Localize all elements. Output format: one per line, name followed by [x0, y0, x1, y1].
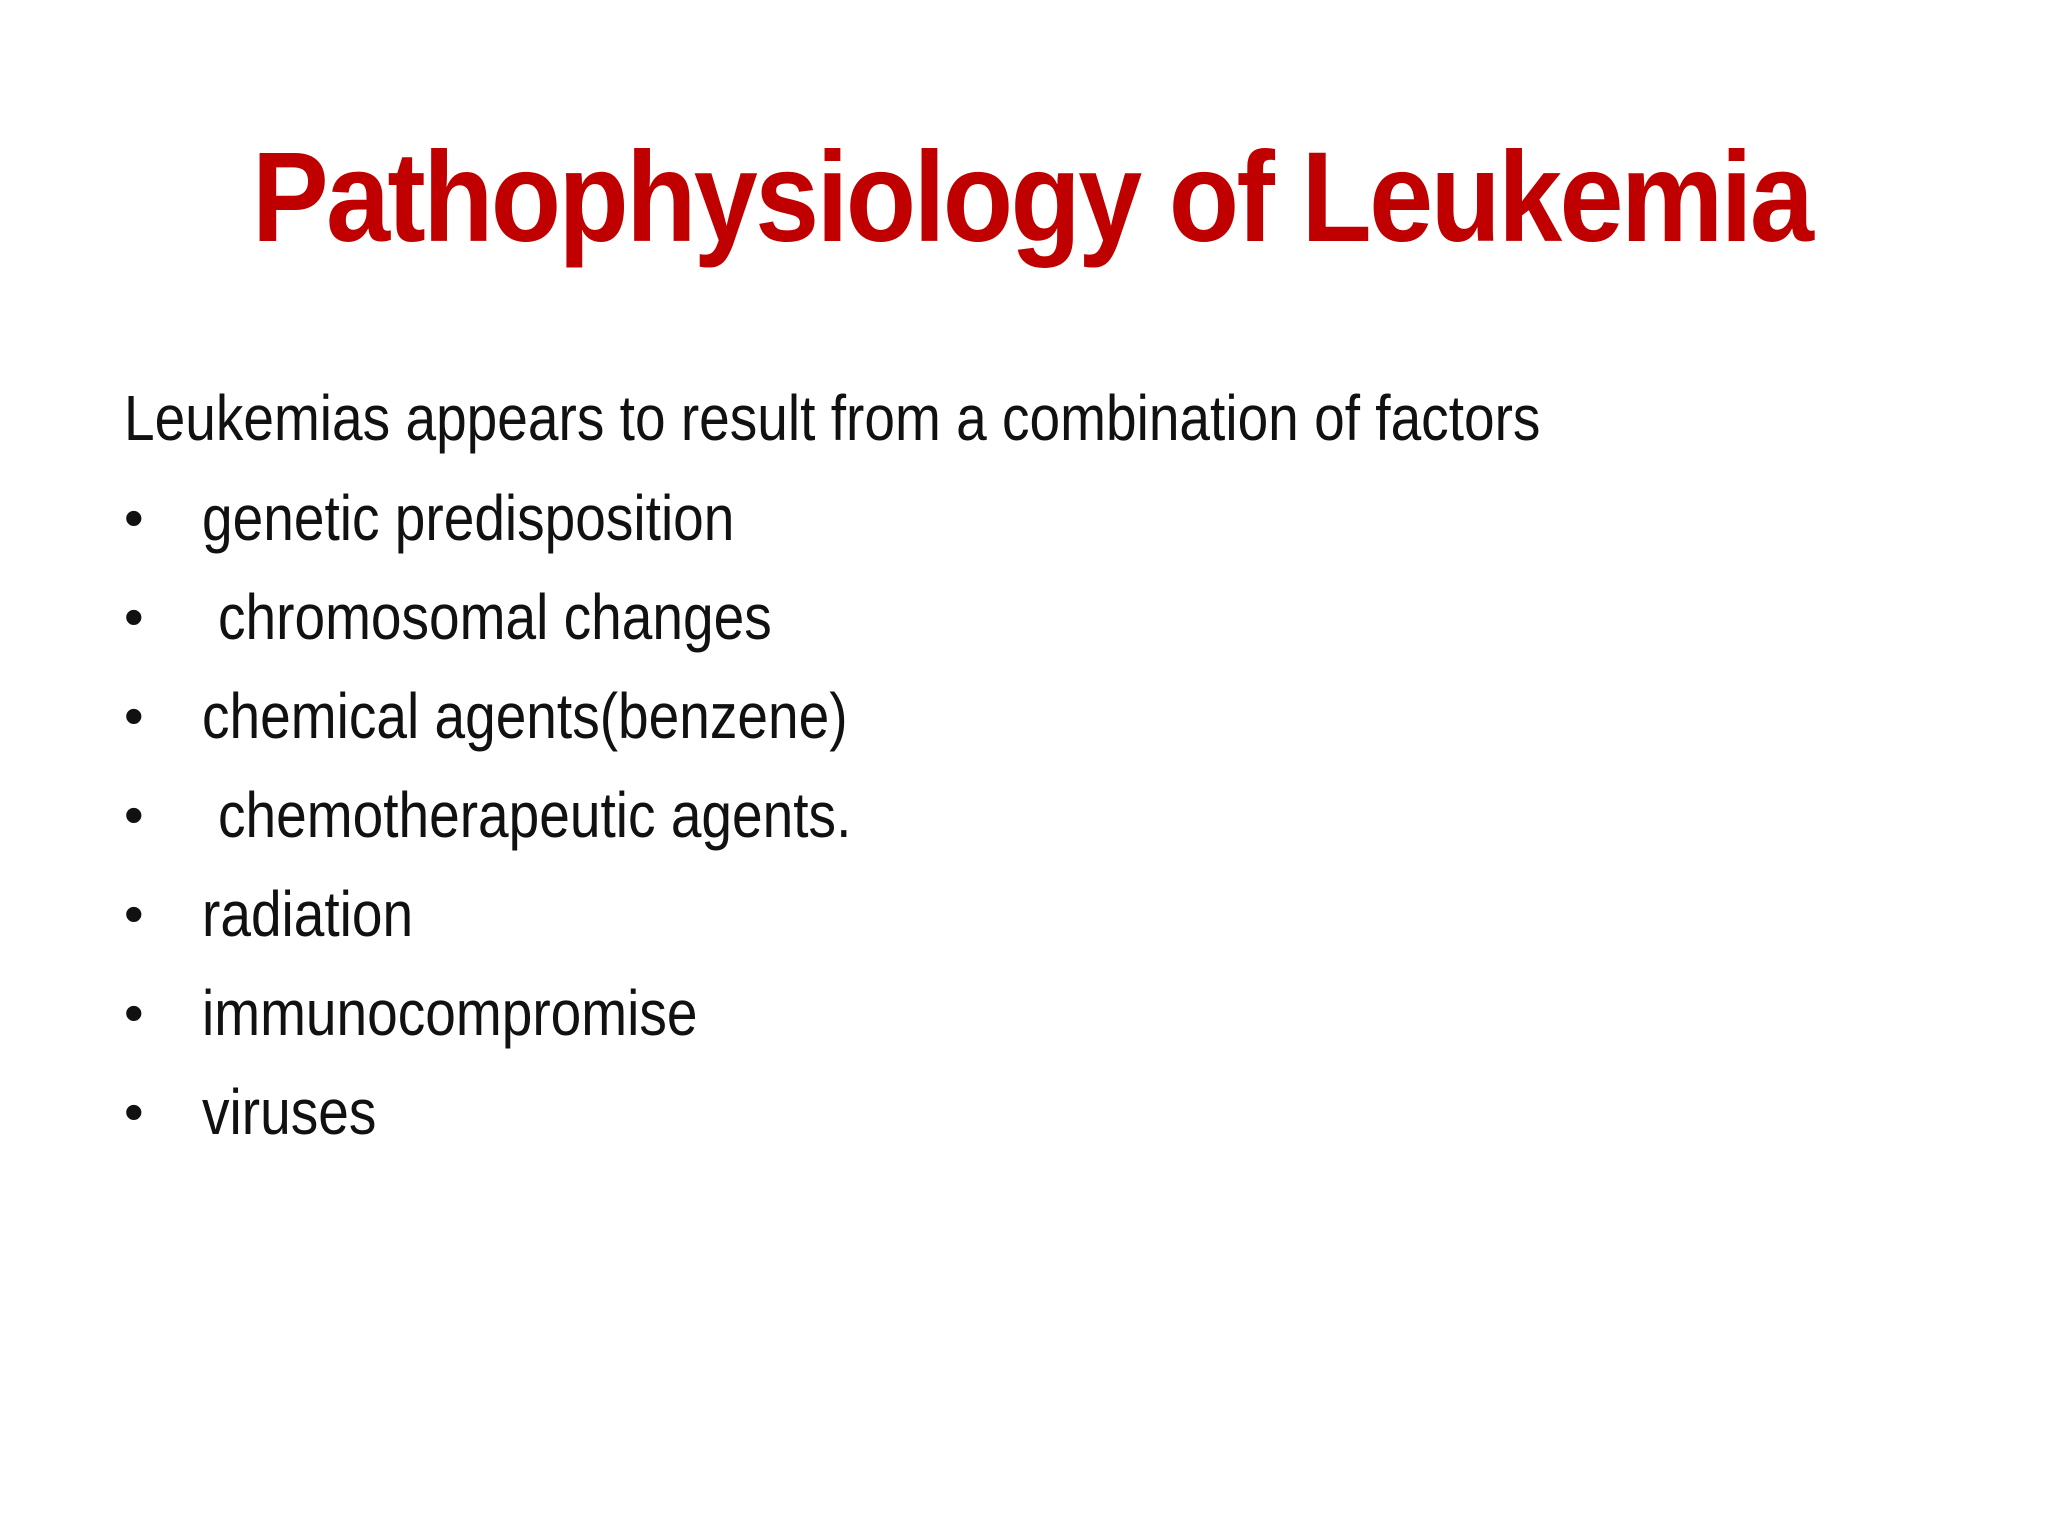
bullet-icon: •: [124, 1080, 144, 1143]
list-item-text: radiation: [202, 878, 414, 950]
bullet-icon: •: [124, 486, 144, 549]
intro-text: Leukemias appears to result from a combination of factors: [124, 382, 1541, 454]
bullet-icon: •: [124, 882, 144, 945]
bullet-icon: •: [124, 783, 144, 846]
bullet-icon: •: [124, 684, 144, 747]
list-item-text: chromosomal changes: [218, 581, 772, 653]
list-item-text: chemical agents(benzene): [202, 680, 848, 752]
list-item-text: immunocompromise: [202, 977, 698, 1049]
list-item-text: chemotherapeutic agents.: [218, 779, 852, 851]
bullet-icon: •: [124, 981, 144, 1044]
slide-title: Pathophysiology of Leukemia: [251, 126, 1812, 269]
list-item-text: genetic predisposition: [202, 482, 735, 554]
list-item-text: viruses: [202, 1076, 377, 1148]
bullet-icon: •: [124, 585, 144, 648]
